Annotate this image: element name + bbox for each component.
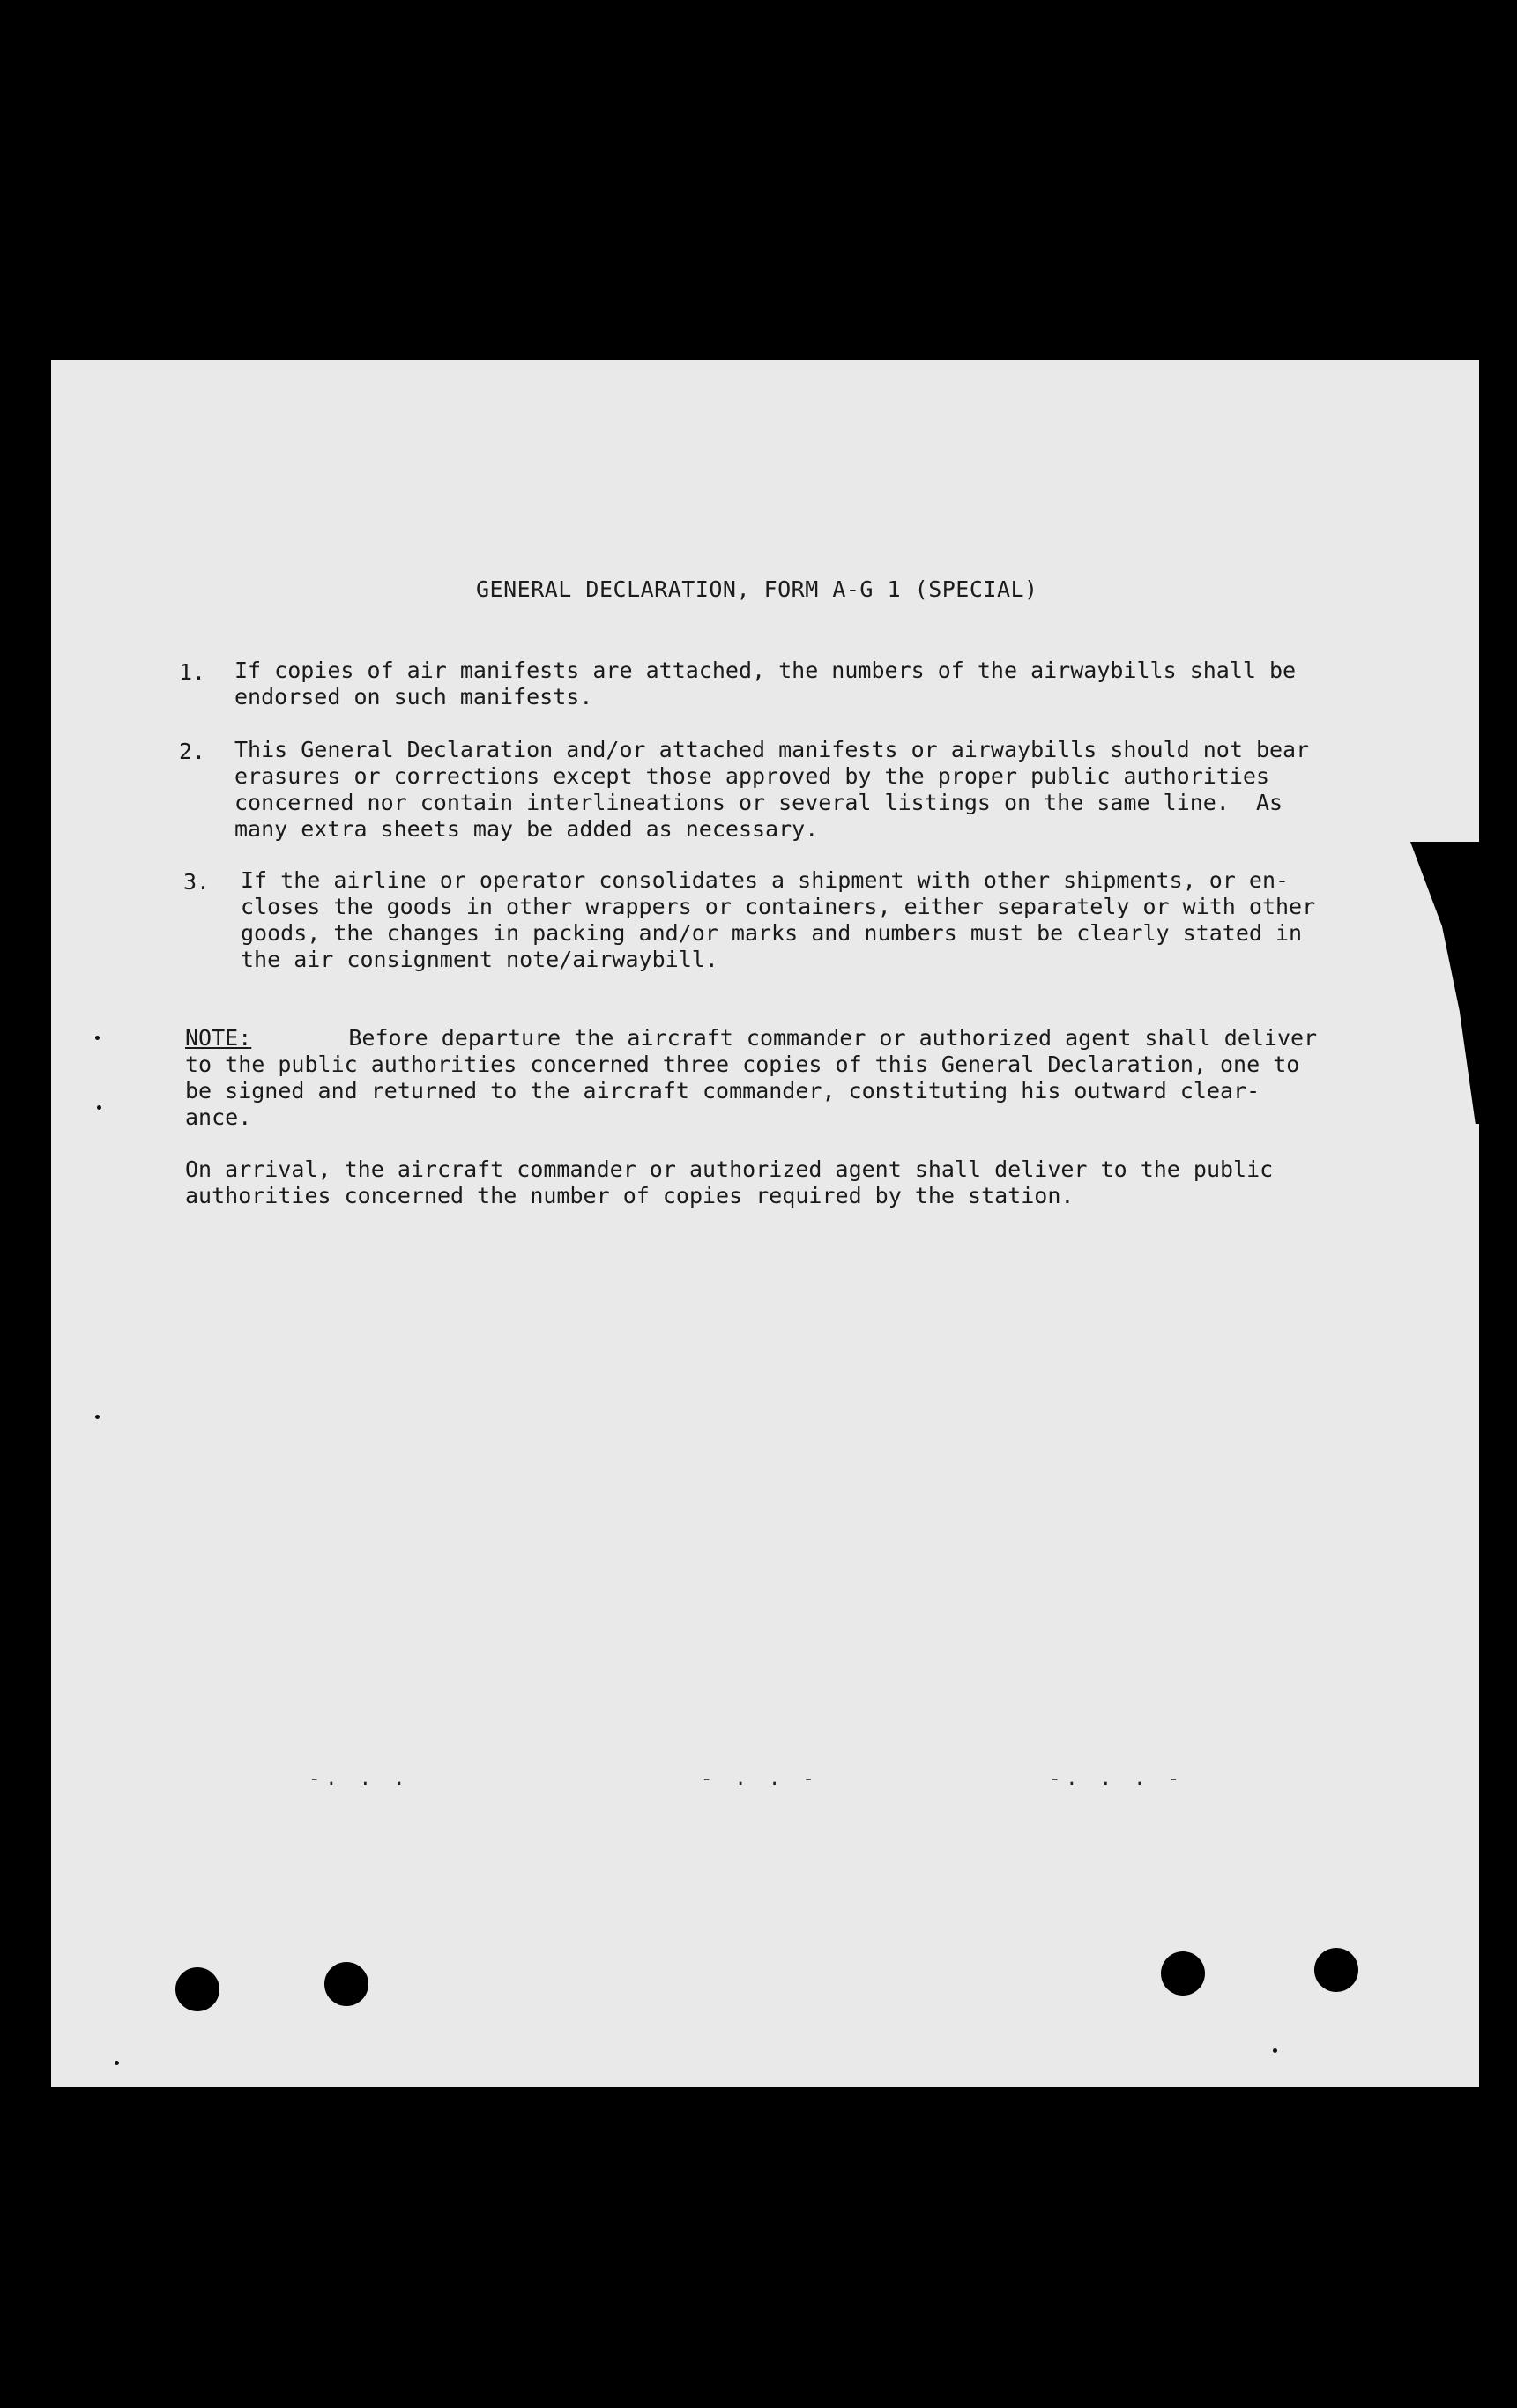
note-line-3: be signed and returned to the aircraft commander, constituting his outward clear- [185,1078,1260,1104]
document-title: GENERAL DECLARATION, FORM A-G 1 (SPECIAL) [476,576,1038,602]
arrival-line-2: authorities concerned the number of copies required by the station. [185,1183,1075,1208]
dot-mark: - . . - [701,1768,820,1790]
punch-hole [1314,1948,1358,1992]
item-number: 2. [179,739,206,764]
item-2-line-4: many extra sheets may be added as necessary. [234,816,819,842]
item-3-line-1: If the airline or operator consolidates a shipment with other shipments, or en- [241,867,1290,893]
speck [97,1105,101,1110]
item-1-line-1: If copies of air manifests are attached, the numbers of the airwaybills shall be [234,658,1297,683]
item-2-line-3: concerned nor contain interlineations or several listings on the same line. As [234,790,1283,815]
note-label: NOTE: [185,1025,252,1051]
dot-mark: -. . . - [1049,1768,1185,1790]
arrival-line-1: On arrival, the aircraft commander or authorized agent shall deliver to the public [185,1156,1274,1182]
document-sheet [51,360,1479,2087]
punch-hole [324,1962,368,2006]
item-number: 3. [183,869,211,895]
speck [1273,2048,1277,2053]
note-line-4: ance. [185,1104,252,1130]
item-3-line-2: closes the goods in other wrappers or containers, either separately or with other [241,894,1316,919]
speck [115,2061,119,2065]
item-2-line-2: erasures or corrections except those approved by the proper public authorities [234,763,1269,789]
item-2-line-1: This General Declaration and/or attached manifests or airwaybills should not bear [234,737,1310,762]
item-1-line-2: endorsed on such manifests. [234,684,593,710]
note-line-1: Before departure the aircraft commander or authorized agent shall deliver [256,1025,1318,1051]
item-number: 1. [179,659,206,685]
item-3-line-4: the air consignment note/airwaybill. [241,947,718,972]
punch-hole [175,1967,219,2011]
punch-hole [1161,1951,1205,1996]
speck [95,1415,100,1419]
dot-mark: -. . . [309,1768,411,1790]
speck [95,1036,100,1040]
item-3-line-3: goods, the changes in packing and/or marks and numbers must be clearly stated in [241,920,1303,946]
note-line-2: to the public authorities concerned three copies of this General Declaration, one to [185,1052,1300,1077]
